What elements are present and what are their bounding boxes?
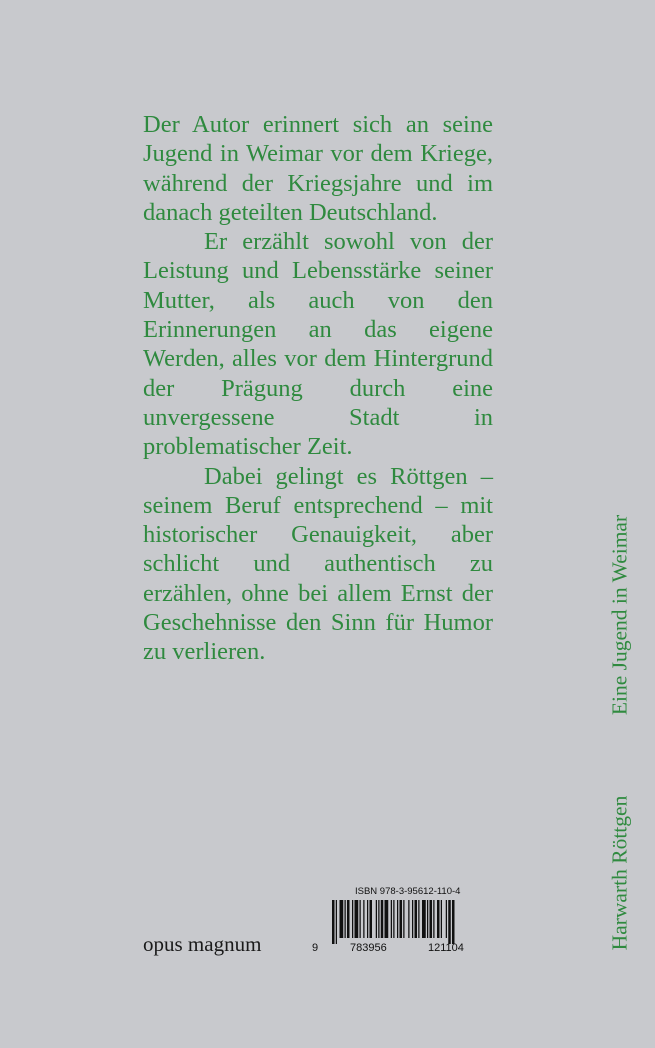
isbn-barcode-block: [312, 886, 502, 958]
spine-title: [595, 505, 645, 725]
spine-title-text: Eine Jugend in Weimar: [607, 514, 632, 716]
back-cover-blurb: [143, 110, 493, 667]
blurb-paragraph-1: Der Autor erinnert sich an seine Jugend in Weimar vor dem Kriege, während der Kriegsjahre und im danach geteilten Deutschland.: [143, 111, 493, 226]
barcode-digit-first: 9: [312, 942, 319, 954]
spine-author-text: Harwarth Röttgen: [607, 795, 632, 950]
barcode-icon: [312, 900, 502, 944]
spine-author: [595, 790, 645, 955]
isbn-label: ISBN 978-3-95612-110-4: [355, 886, 461, 897]
barcode-digits-right: 121104: [428, 942, 464, 954]
blurb-paragraph-3: Dabei gelingt es Röttgen – seinem Beruf entsprechend – mit historischer Genauigkeit, aber schlicht und authentisch zu erzählen, ohne bei allem Ernst der Geschehnisse den Sinn für Humor zu verlieren.: [143, 462, 493, 666]
publisher-name: opus magnum: [143, 932, 262, 956]
blurb-paragraph-2: Er erzählt sowohl von der Leistung und Lebensstärke seiner Mutter, als auch von den Erinnerungen an das eigene Werden, alles vor dem Hintergrund der Prägung durch eine unvergessene Stadt in problematischer Zeit.: [143, 228, 493, 461]
barcode-digits-left: 783956: [350, 942, 387, 954]
